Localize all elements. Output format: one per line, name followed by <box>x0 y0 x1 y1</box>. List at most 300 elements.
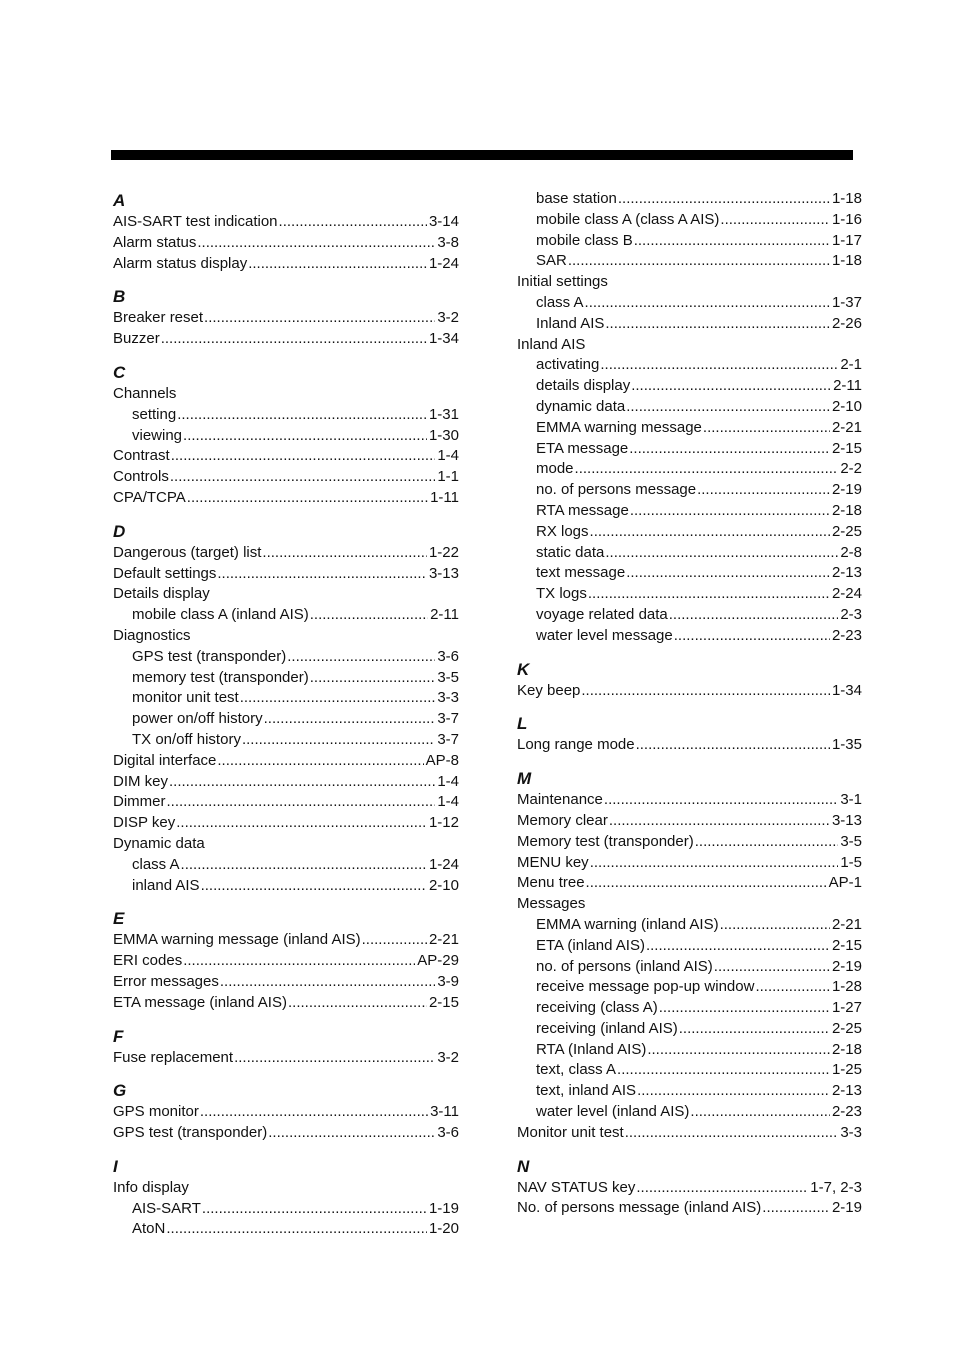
dot-leader <box>605 543 838 564</box>
entry-term: Maintenance <box>517 791 603 809</box>
index-entry <box>517 735 862 756</box>
dot-leader <box>202 1199 427 1220</box>
index-subentry <box>517 355 862 376</box>
entry-term: Menu tree <box>517 874 585 892</box>
index-entry <box>113 329 459 350</box>
dot-leader <box>714 957 830 978</box>
entry-page-ref: 1-27 <box>831 999 862 1017</box>
index-section-g <box>113 1081 459 1144</box>
entry-term: water level (inland AIS) <box>536 1103 690 1121</box>
entry-page-ref: 2-24 <box>831 585 862 603</box>
entry-page-ref: AP-8 <box>425 751 459 769</box>
entry-page-ref: 1-19 <box>428 1199 459 1217</box>
dot-leader <box>568 251 830 272</box>
entry-page-ref: 2-26 <box>831 314 862 332</box>
index-entry <box>113 993 459 1014</box>
index-entry <box>517 1178 862 1199</box>
entry-term: EMMA warning message <box>536 418 702 436</box>
index-entry <box>517 811 862 832</box>
index-subentry <box>517 605 862 626</box>
entry-term: Key beep <box>517 681 581 699</box>
dot-leader <box>600 355 838 376</box>
entry-page-ref: 2-10 <box>831 397 862 415</box>
entry-page-ref: 2-25 <box>831 1019 862 1037</box>
entry-page-ref: 3-2 <box>437 1048 459 1066</box>
entry-page-ref: 2-1 <box>840 356 862 374</box>
dot-leader <box>720 210 830 231</box>
entry-page-ref: 3-7 <box>437 730 459 748</box>
entry-term: RX logs <box>536 522 589 540</box>
index-subentry <box>517 543 862 564</box>
index-entry <box>113 543 459 564</box>
dot-leader <box>288 993 427 1014</box>
entry-term: Error messages <box>113 972 219 990</box>
dot-leader <box>674 626 830 647</box>
dot-leader <box>262 543 427 564</box>
index-subentry <box>113 647 459 668</box>
index-entry <box>113 446 459 467</box>
dot-leader <box>197 233 435 254</box>
index-section-k <box>517 660 862 702</box>
entry-term: details display <box>536 377 631 395</box>
index-entry <box>113 772 459 793</box>
entry-page-ref: 1-30 <box>428 426 459 444</box>
entry-term: Controls <box>113 468 169 486</box>
entry-term: receiving (inland AIS) <box>536 1019 678 1037</box>
entry-page-ref: 2-15 <box>831 439 862 457</box>
section-letter: E <box>113 909 125 929</box>
dot-leader <box>581 681 830 702</box>
entry-term: ETA (inland AIS) <box>536 936 645 954</box>
entry-term: GPS test (transponder) <box>113 1124 268 1142</box>
dot-leader <box>161 329 427 350</box>
entry-page-ref: 1-31 <box>428 405 459 423</box>
index-entry <box>517 1123 862 1144</box>
index-section-i <box>113 1157 459 1240</box>
entry-term: class A <box>536 293 584 311</box>
entry-page-ref: 2-10 <box>428 876 459 894</box>
dot-leader <box>171 446 436 467</box>
index-entry <box>113 488 459 509</box>
entry-term: base station <box>536 190 617 207</box>
dot-leader <box>646 936 830 957</box>
entry-page-ref: 1-12 <box>428 814 459 832</box>
index-subentry <box>517 293 862 314</box>
entry-term: RTA (Inland AIS) <box>536 1040 647 1058</box>
entry-term: ETA message <box>536 439 629 457</box>
entry-page-ref: 1-4 <box>437 447 459 465</box>
index-subentry <box>517 376 862 397</box>
entry-term: TX on/off history <box>132 730 241 748</box>
index-subentry <box>517 957 862 978</box>
index-subentry <box>517 1060 862 1081</box>
index-entry <box>517 873 862 894</box>
index-subentry <box>113 1199 459 1220</box>
section-letter: B <box>113 287 126 307</box>
entry-term: mode <box>536 460 574 478</box>
index-subentry <box>517 522 862 543</box>
dot-leader <box>636 735 830 756</box>
entry-term: ETA message (inland AIS) <box>113 993 287 1011</box>
index-entry <box>113 930 459 951</box>
entry-page-ref: 3-8 <box>437 233 459 251</box>
entry-page-ref: 1-4 <box>437 793 459 811</box>
entry-term: text, inland AIS <box>536 1082 637 1100</box>
index-section-e <box>113 909 459 1013</box>
entry-term: ERI codes <box>113 952 183 970</box>
index-subentry <box>517 459 862 480</box>
index-subentry <box>517 231 862 252</box>
index-section-m <box>517 769 862 1144</box>
entry-term: viewing <box>132 426 183 444</box>
index-subentry <box>517 314 862 335</box>
dot-leader <box>629 439 830 460</box>
index-entry <box>113 751 459 772</box>
entry-page-ref: 1-18 <box>831 190 862 207</box>
entry-page-ref: 3-5 <box>437 668 459 686</box>
section-letter: A <box>113 191 126 210</box>
index-section-l <box>517 714 862 756</box>
entry-page-ref: 2-11 <box>430 606 459 624</box>
entry-page-ref: 2-21 <box>831 418 862 436</box>
entry-term: monitor unit test <box>132 689 239 707</box>
entry-page-ref: 1-34 <box>831 681 862 699</box>
section-letter: M <box>517 769 532 789</box>
dot-leader <box>310 668 436 689</box>
entry-page-ref: 1-24 <box>428 855 459 873</box>
entry-term: activating <box>536 356 600 374</box>
entry-term: AIS-SART test indication <box>113 213 278 230</box>
entry-page-ref: 2-3 <box>840 605 862 623</box>
dot-leader <box>167 792 436 813</box>
index-heading: Diagnostics <box>113 626 191 644</box>
entry-page-ref: AP-1 <box>828 874 862 892</box>
index-subentry <box>517 1019 862 1040</box>
entry-term: static data <box>536 543 605 561</box>
entry-term: Buzzer <box>113 330 160 348</box>
entry-term: receive message pop-up window <box>536 978 755 996</box>
entry-page-ref: 1-20 <box>428 1220 459 1238</box>
entry-page-ref: 3-1 <box>840 791 862 809</box>
dot-leader <box>762 1198 830 1219</box>
section-letter: D <box>113 521 126 541</box>
entry-page-ref: 3-6 <box>437 1124 459 1142</box>
index-subentry <box>517 189 862 210</box>
dot-leader <box>588 584 830 605</box>
section-letter: I <box>113 1156 118 1176</box>
dot-leader <box>177 405 427 426</box>
index-section-a <box>113 191 459 274</box>
index-subentry <box>113 605 459 626</box>
dot-leader <box>634 231 830 252</box>
index-entry <box>517 790 862 811</box>
entry-term: power on/off history <box>132 710 263 728</box>
entry-term: GPS test (transponder) <box>132 647 287 665</box>
dot-leader <box>217 751 423 772</box>
dot-leader <box>575 459 839 480</box>
entry-page-ref: 3-3 <box>840 1123 862 1141</box>
entry-term: EMMA warning (inland AIS) <box>536 915 719 933</box>
index-subentry <box>113 668 459 689</box>
index-section-continued <box>517 189 862 647</box>
entry-page-ref: 3-13 <box>831 811 862 829</box>
index-subentry <box>113 855 459 876</box>
entry-page-ref: 1-28 <box>831 978 862 996</box>
entry-term: Breaker reset <box>113 309 204 327</box>
section-letter: G <box>113 1081 127 1101</box>
dot-leader <box>590 853 839 874</box>
entry-term: Digital interface <box>113 751 217 769</box>
entry-page-ref: 3-11 <box>430 1103 459 1121</box>
dot-leader <box>268 1123 435 1144</box>
entry-page-ref: 1-1 <box>437 468 459 486</box>
entry-page-ref: 2-21 <box>831 915 862 933</box>
dot-leader <box>647 1040 830 1061</box>
dot-leader <box>630 501 830 522</box>
entry-page-ref: 1-35 <box>831 736 862 754</box>
entry-term: CPA/TCPA <box>113 488 186 506</box>
index-subentry <box>517 1081 862 1102</box>
header-rule <box>111 150 853 160</box>
entry-page-ref: 1-37 <box>831 293 862 311</box>
dot-leader <box>659 998 830 1019</box>
dot-leader <box>279 212 427 233</box>
dot-leader <box>169 772 435 793</box>
dot-leader <box>234 1048 435 1069</box>
dot-leader <box>617 1060 830 1081</box>
index-entry <box>517 681 862 702</box>
dot-leader <box>204 308 435 329</box>
entry-page-ref: 3-14 <box>428 213 459 230</box>
entry-page-ref: 2-21 <box>428 931 459 949</box>
index-subentry <box>517 210 862 231</box>
entry-term: GPS monitor <box>113 1103 199 1121</box>
entry-term: no. of persons (inland AIS) <box>536 957 713 975</box>
index-subentry <box>517 998 862 1019</box>
entry-term: water level message <box>536 626 673 644</box>
dot-leader <box>637 1081 830 1102</box>
dot-leader <box>183 951 415 972</box>
entry-term: Monitor unit test <box>517 1123 624 1141</box>
entry-page-ref: AP-29 <box>417 952 459 970</box>
entry-term: RTA message <box>536 501 629 519</box>
entry-page-ref: 3-3 <box>437 689 459 707</box>
index-heading: Initial settings <box>517 273 608 291</box>
entry-term: TX logs <box>536 585 587 603</box>
section-letter: F <box>113 1026 124 1046</box>
section-letter: N <box>517 1156 530 1176</box>
index-subentry <box>517 563 862 584</box>
entry-term: DIM key <box>113 772 169 790</box>
entry-page-ref: 3-6 <box>437 647 459 665</box>
entry-term: voyage related data <box>536 605 668 623</box>
entry-page-ref: 2-23 <box>831 1103 862 1121</box>
dot-leader <box>679 1019 830 1040</box>
index-heading: Messages <box>517 895 586 913</box>
dot-leader <box>636 1178 808 1199</box>
index-heading: Channels <box>113 384 177 402</box>
dot-leader <box>690 1102 830 1123</box>
entry-page-ref: 1-5 <box>840 853 862 871</box>
dot-leader <box>217 564 427 585</box>
dot-leader <box>585 293 830 314</box>
index-entry <box>113 1048 459 1069</box>
dot-leader <box>697 480 830 501</box>
index-subentry <box>113 688 459 709</box>
dot-leader <box>605 314 830 335</box>
entry-page-ref: 2-23 <box>831 626 862 644</box>
index-entry <box>517 1198 862 1219</box>
index-entry <box>113 951 459 972</box>
dot-leader <box>720 915 830 936</box>
entry-term: text, class A <box>536 1061 617 1079</box>
entry-term: class A <box>132 855 180 873</box>
entry-term: SAR <box>536 252 567 270</box>
entry-term: Inland AIS <box>536 314 605 332</box>
dot-leader <box>248 254 427 275</box>
entry-term: setting <box>132 405 177 423</box>
index-subentry <box>113 405 459 426</box>
index-subentry <box>517 501 862 522</box>
entry-term: dynamic data <box>536 397 626 415</box>
index-heading: Dynamic data <box>113 834 205 852</box>
entry-term: Default settings <box>113 564 217 582</box>
entry-term: mobile class A (inland AIS) <box>132 606 309 624</box>
entry-term: AtoN <box>132 1220 166 1238</box>
entry-term: Fuse replacement <box>113 1048 234 1066</box>
entry-term: Alarm status display <box>113 254 248 272</box>
entry-page-ref: 2-11 <box>833 377 862 395</box>
entry-page-ref: 2-25 <box>831 522 862 540</box>
dot-leader <box>220 972 435 993</box>
entry-page-ref: 1-18 <box>831 252 862 270</box>
index-subentry <box>517 397 862 418</box>
dot-leader <box>181 855 427 876</box>
index-subentry <box>113 730 459 751</box>
dot-leader <box>626 563 830 584</box>
index-subentry <box>517 439 862 460</box>
entry-page-ref: 1-24 <box>428 254 459 272</box>
dot-leader <box>170 467 435 488</box>
entry-term: Long range mode <box>517 736 635 754</box>
entry-term: EMMA warning message (inland AIS) <box>113 931 361 949</box>
index-entry <box>113 813 459 834</box>
entry-page-ref: 2-15 <box>831 936 862 954</box>
dot-leader <box>590 522 830 543</box>
index-subentry <box>517 418 862 439</box>
dot-leader <box>362 930 427 951</box>
dot-leader <box>240 688 436 709</box>
section-letter: L <box>517 714 528 734</box>
index-subentry <box>113 426 459 447</box>
entry-page-ref: 2-8 <box>840 543 862 561</box>
index-subentry <box>517 1102 862 1123</box>
index-heading: Details display <box>113 585 210 603</box>
dot-leader <box>625 1123 839 1144</box>
entry-page-ref: 1-34 <box>428 330 459 348</box>
entry-page-ref: 2-18 <box>831 501 862 519</box>
index-subentry <box>517 584 862 605</box>
dot-leader <box>703 418 830 439</box>
dot-leader <box>242 730 435 751</box>
dot-leader <box>166 1219 427 1240</box>
index-subentry <box>517 251 862 272</box>
index-subentry <box>517 626 862 647</box>
dot-leader <box>618 189 830 210</box>
entry-page-ref: 2-15 <box>428 993 459 1011</box>
entry-term: No. of persons message (inland AIS) <box>517 1199 762 1217</box>
dot-leader <box>626 397 830 418</box>
entry-page-ref: 3-2 <box>437 309 459 327</box>
index-entry <box>113 1123 459 1144</box>
index-heading: Info display <box>113 1178 189 1196</box>
index-heading: Inland AIS <box>517 335 586 353</box>
index-subentry <box>517 915 862 936</box>
entry-term: inland AIS <box>132 876 200 894</box>
index-entry <box>113 792 459 813</box>
section-letter: C <box>113 362 126 382</box>
index-subentry <box>113 709 459 730</box>
entry-term: Memory clear <box>517 811 608 829</box>
index-subentry <box>517 1040 862 1061</box>
entry-page-ref: 2-19 <box>831 1199 862 1217</box>
entry-term: DISP key <box>113 814 176 832</box>
entry-term: Dangerous (target) list <box>113 543 262 561</box>
dot-leader <box>604 790 838 811</box>
dot-leader <box>310 605 428 626</box>
dot-leader <box>609 811 830 832</box>
section-letter: K <box>517 659 530 679</box>
index-entry <box>517 853 862 874</box>
index-entry <box>517 832 862 853</box>
entry-page-ref: 2-2 <box>840 460 862 478</box>
entry-page-ref: 1-22 <box>428 543 459 561</box>
dot-leader <box>183 426 427 447</box>
dot-leader <box>176 813 427 834</box>
index-subentry <box>517 977 862 998</box>
dot-leader <box>287 647 435 668</box>
dot-leader <box>187 488 428 509</box>
entry-page-ref: 2-19 <box>831 481 862 499</box>
index-subentry <box>113 1219 459 1240</box>
entry-page-ref: 1-11 <box>430 488 459 506</box>
entry-page-ref: 3-7 <box>437 710 459 728</box>
index-entry <box>113 254 459 275</box>
entry-page-ref: 2-13 <box>831 1082 862 1100</box>
entry-term: NAV STATUS key <box>517 1178 636 1196</box>
entry-page-ref: 2-13 <box>831 564 862 582</box>
entry-page-ref: 1-17 <box>831 231 862 249</box>
entry-term: Alarm status <box>113 233 197 251</box>
entry-page-ref: 3-13 <box>428 564 459 582</box>
entry-term: Dimmer <box>113 793 166 811</box>
index-entry <box>113 564 459 585</box>
dot-leader <box>264 709 436 730</box>
dot-leader <box>755 977 830 998</box>
entry-page-ref: 3-5 <box>840 832 862 850</box>
entry-term: MENU key <box>517 853 589 871</box>
entry-term: mobile class A (class A AIS) <box>536 210 720 228</box>
index-entry <box>113 212 459 233</box>
index-column-left <box>113 189 459 1240</box>
dot-leader <box>669 605 839 626</box>
entry-term: no. of persons message <box>536 481 697 499</box>
entry-term: Contrast <box>113 447 170 465</box>
entry-page-ref: 3-9 <box>437 972 459 990</box>
index-section-n <box>517 1157 862 1220</box>
dot-leader <box>695 832 839 853</box>
index-subentry <box>113 876 459 897</box>
